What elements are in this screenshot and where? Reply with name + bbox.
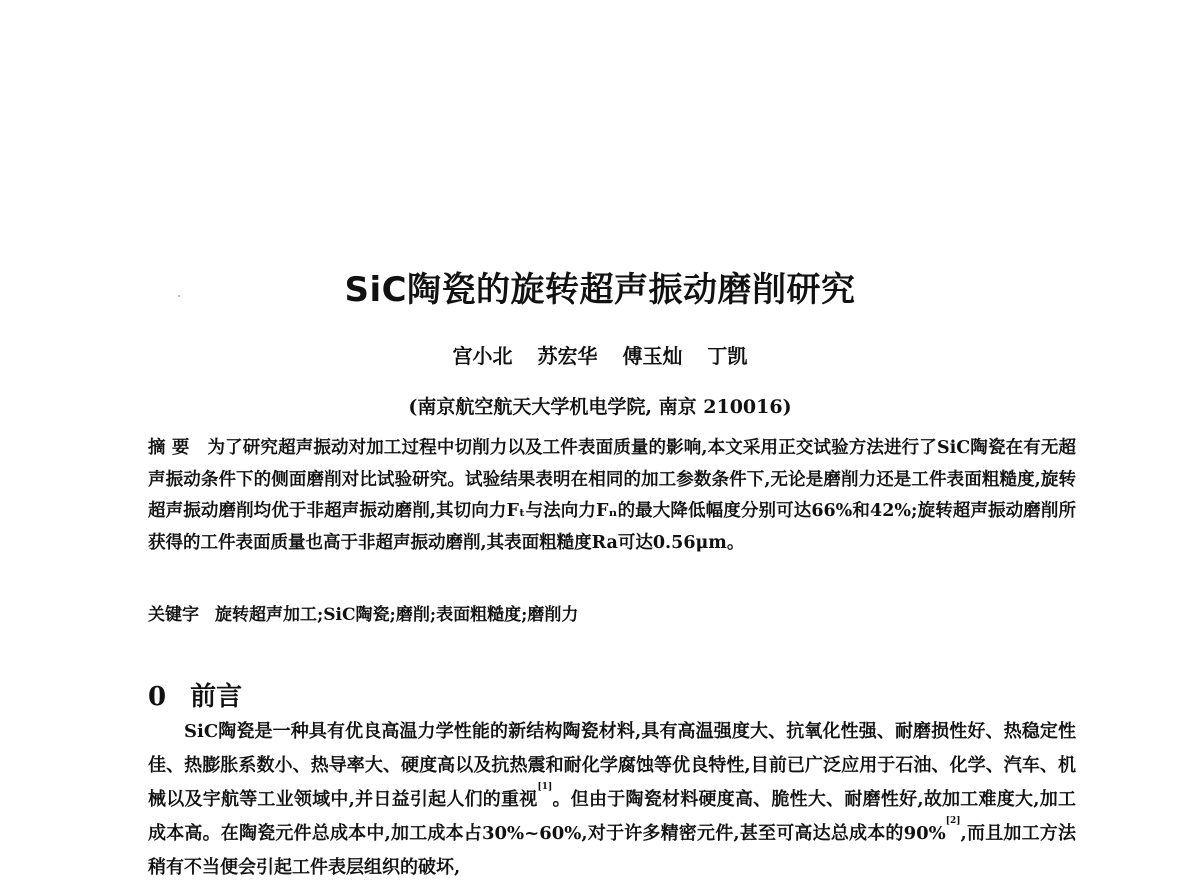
affiliation: (南京航空航天大学机电学院, 南京 210016) [408,396,792,418]
author-list: 宫小北 苏宏华 傅玉灿 丁凯 [452,344,748,368]
keywords-text: 旋转超声加工;SiC陶瓷;磨削;表面粗糙度;磨削力 [215,605,579,625]
abstract [148,433,1076,559]
keywords [148,600,1076,625]
section-heading [148,676,242,713]
introduction-paragraph [148,715,1076,885]
intro-text-3: ,而且加工方法稍有不当便会引起工件表层组织的破坏, [148,823,1076,878]
section-number: 0 [148,682,167,712]
intro-text-1: SiC陶瓷是一种具有优良高温力学性能的新结构陶瓷材料,具有高温强度大、抗氧化性强、耐磨损性好、热稳定性佳、热膨胀系数小、热导率大、硬度高以及抗热震和耐化学腐蚀等优良特性,目前已广泛应用于石油、化学、汽车、机械以及宇航等工业领域中,并日益引起人们的重视 [148,721,1076,810]
keywords-label: 关键字 [148,605,199,625]
abstract-text: 为了研究超声振动对加工过程中切削力以及工件表面质量的影响,本文采用正交试验方法进行了SiC陶瓷在有无超声振动条件下的侧面磨削对比试验研究。试验结果表明在相同的加工参数条件下,无论是磨削力还是工件表面粗糙度,旋转超声振动磨削均优于非超声振动磨削,其切向力Fₜ与法向力Fₙ的最大降低幅度分别可达66%和42%;旋转超声振动磨削所获得的工件表面质量也高于非超声振动磨削,其表面粗糙度Ra可达0.56μm。 [148,438,1076,553]
section-title: 前言 [190,682,243,712]
citation-2: [2] [945,816,961,826]
intro-text-2: 。但由于陶瓷材料硬度高、脆性大、耐磨性好,故加工难度大,加工成本高。在陶瓷元件总成本中,加工成本占30%~60%,对于许多精密元件,甚至可高达总成本的90% [148,789,1077,844]
citation-1: [1] [537,782,553,792]
abstract-label: 摘 要 [148,438,190,458]
paper-title: SiC陶瓷的旋转超声振动磨削研究 [344,270,856,310]
